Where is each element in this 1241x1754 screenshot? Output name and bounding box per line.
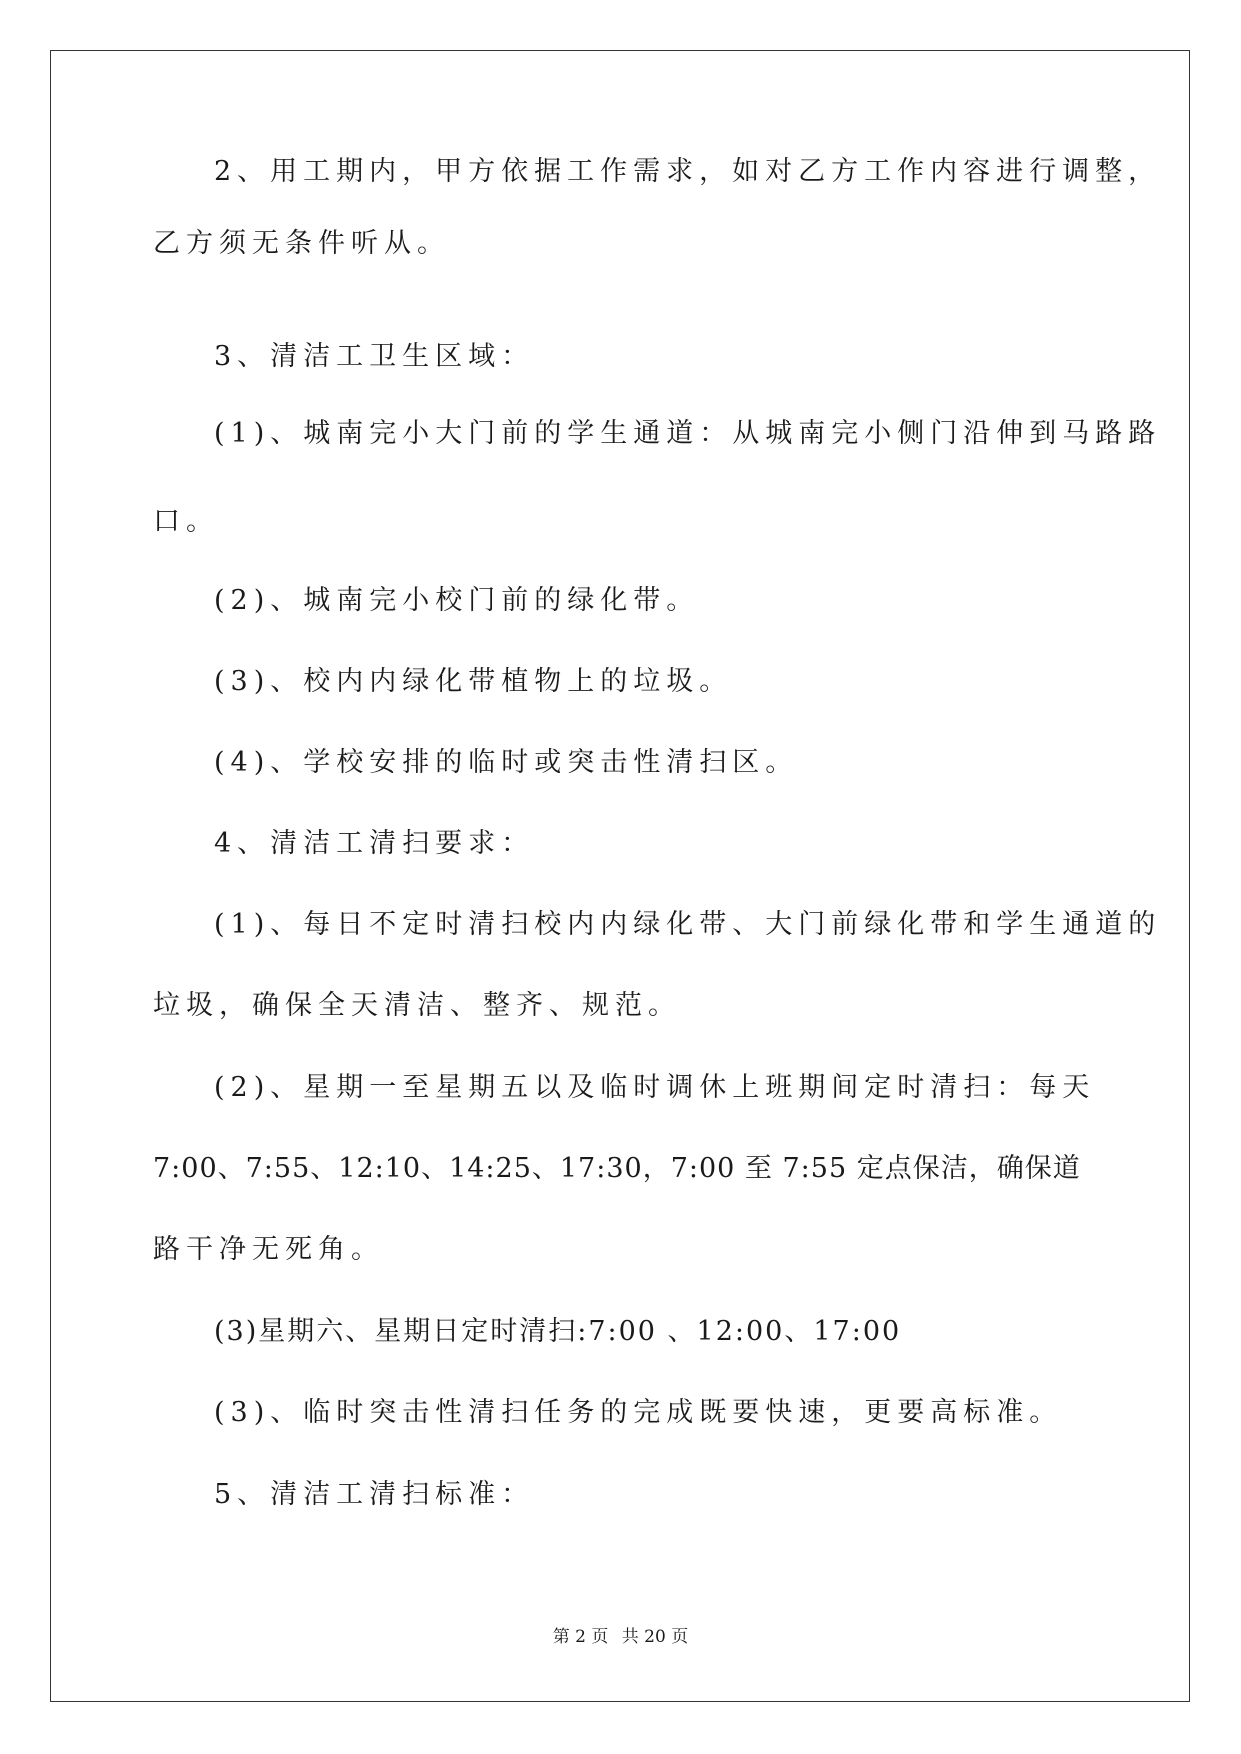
paragraph-line: (2)、星期一至星期五以及临时调休上班期间定时清扫：每天 [214,1072,1096,1103]
paragraph-line: 4、清洁工清扫要求： [214,828,535,859]
paragraph-line: (2)、城南完小校门前的绿化带。 [214,585,700,616]
paragraph-line: (3)、临时突击性清扫任务的完成既要快速，更要高标准。 [214,1397,1063,1428]
page-frame [50,50,1190,1702]
page-number: 第 2 页 [552,1627,609,1647]
paragraph-line: 路干净无死角。 [153,1234,384,1265]
paragraph-line: (4)、学校安排的临时或突击性清扫区。 [214,747,799,778]
paragraph-line: 7:00、7:55、12:10、14:25、17:30，7:00 至 7:55 定点保洁，确保道 [153,1153,1081,1184]
page-total: 共 20 页 [621,1627,689,1647]
paragraph-line: 口。 [153,506,219,537]
paragraph-line: 5、清洁工清扫标准： [214,1479,535,1510]
paragraph-line: 垃圾，确保全天清洁、整齐、规范。 [153,990,681,1021]
paragraph-line: (1)、城南完小大门前的学生通道：从城南完小侧门沿伸到马路路 [214,418,1162,449]
paragraph-line: (3)星期六、星期日定时清扫:7:00 、12:00、17:00 [214,1316,902,1347]
page-footer [0,1622,1241,1647]
paragraph-line: 乙方须无条件听从。 [153,228,450,259]
paragraph-line: (1)、每日不定时清扫校内内绿化带、大门前绿化带和学生通道的 [214,909,1162,940]
paragraph-line: 3、清洁工卫生区域： [214,341,535,372]
paragraph-line: 2、用工期内，甲方依据工作需求，如对乙方工作内容进行调整， [214,156,1162,187]
paragraph-line: (3)、校内内绿化带植物上的垃圾。 [214,666,733,697]
